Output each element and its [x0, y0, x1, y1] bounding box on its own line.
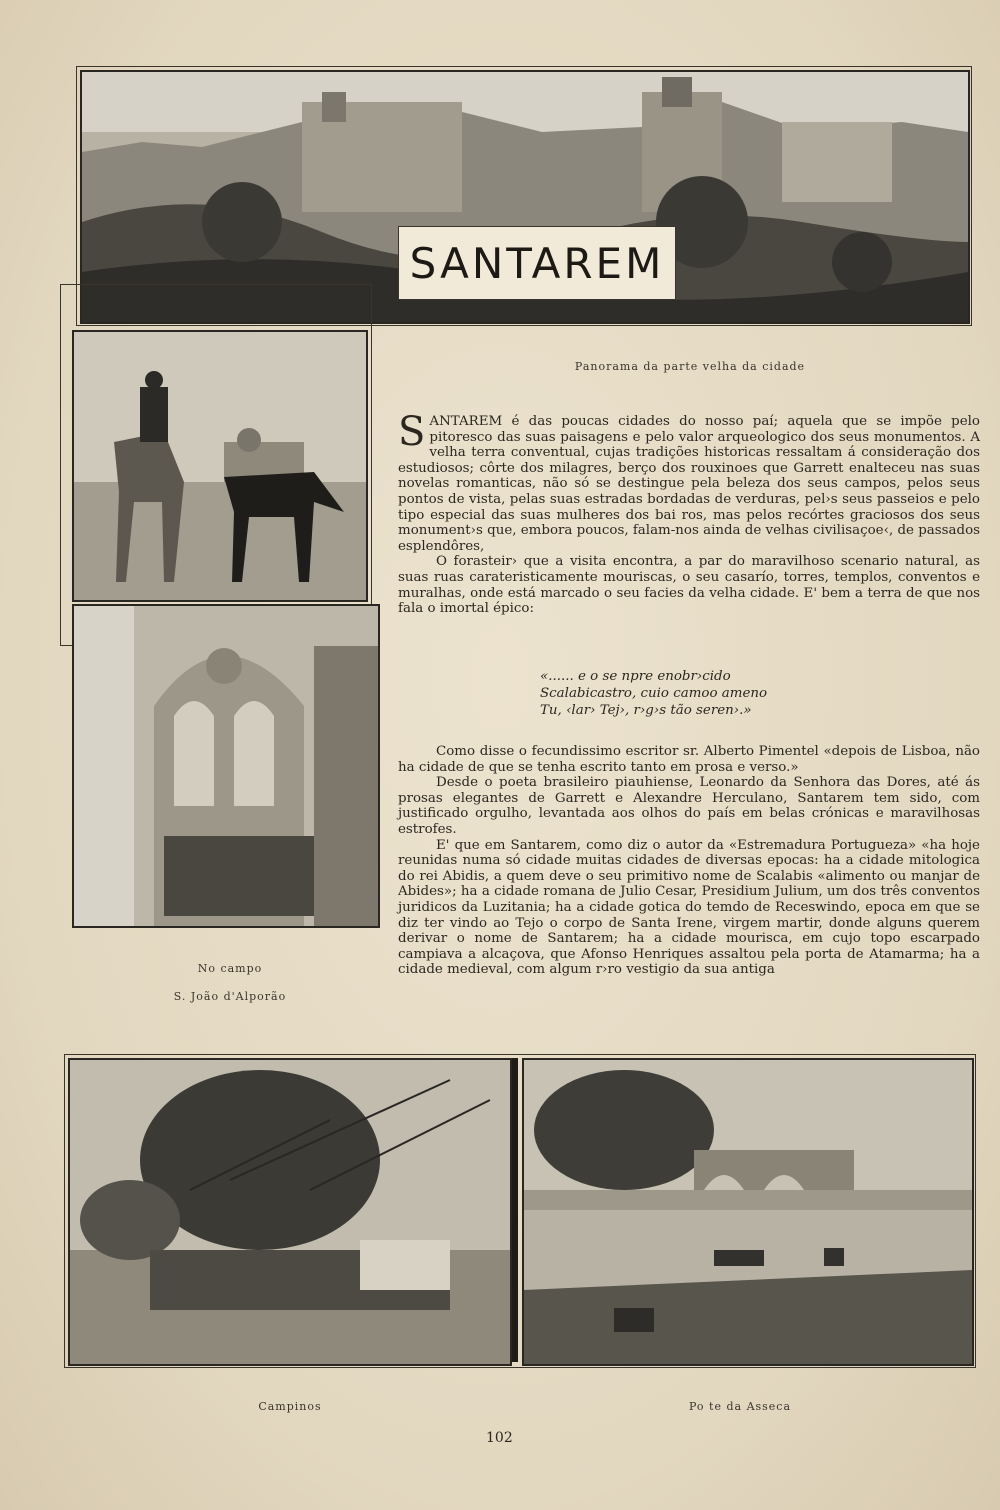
article-paragraph-4: Desde o poeta brasileiro piauhiense, Leonardo da Senhora das Dores, até ás prosas elegantes de Garrett e Alexandre Herculano, Santarem tem sido, com justificado orgulho, levantada aos olhos do país em belas crónicas e maravilhosas estrofes.: [398, 775, 980, 837]
article-paragraph-2: O forasteir› que a visita encontra, a par do maravilhoso scenario natural, as suas ruas carateristicamente mouriscas, o seu casarío, torres, templos, conventos e muralhas, onde está marcado o seu facies da velha cidade. E' bem a terra de que nos fala o imortal épico:: [398, 554, 980, 617]
caption-alporao: S. João d'Alporão: [173, 990, 287, 1003]
dropcap: S: [398, 409, 426, 455]
article-paragraph-3: Como disse o fecundissimo escritor sr. Alberto Pimentel «depois de Lisboa, não ha cidade de que se tenha escrito tanto em prosa e verso.»: [398, 744, 980, 775]
caption-no-campo: No campo: [197, 962, 263, 975]
caption-panorama: Panorama da parte velha da cidade: [574, 360, 806, 373]
article-title: SANTAREM: [398, 226, 676, 300]
article-body: [398, 409, 981, 617]
photo-divider: [512, 1058, 518, 1362]
no-campo-photo: [72, 330, 368, 602]
ponte-asseca-photo: [522, 1058, 974, 1366]
article-paragraph-1: SANTAREM é das poucas cidades do nosso paí; aquela que se impõe pelo pitoresco das suas paisagens e pelo valor arqueologico dos seus monumentos. A velha terra conventual, cujas tradições historicas ressaltam á consideração dos estudiosos; côrte dos milagres, berço dos rouxinoes que Garrett enalteceu nas suas novelas romanticas, não só se destingue pela beleza dos seus campos, pelos seus pontos de vista, pelas suas estradas bordadas de verduras, pel›s seus passeios e pelo tipo especial das suas mulheres dos bai ros, mas pelos recórtes graciosos dos seus monument›s que, embora poucos, falam-nos ainda de velhas civilisaçoe‹, de passados esplendôres,: [398, 409, 981, 554]
verse-quote: [540, 668, 860, 719]
article-paragraph-5: E' que em Santarem, como diz o autor da «Estremadura Portugueza» «ha hoje reunidas numa só cidade muitas cidades de diversas epocas: ha a cidade mitologica do rei Abidis, a quem deve o seu primitivo nome de Scalabis «alimento ou manjar de Abides»; ha a cidade romana de Julio Cesar, Presidium Julium, um dos três conventos juridicos da Luzitania; ha a cidade gotica do temdo de Receswindo, epoca em que se diz ter vindo ao Tejo o corpo de Santa Irene, virgem martir, donde alguns querem derivar o nome de Santarem; ha a cidade mourisca, em cujo topo escarpado campiava a alcaçova, que Afonso Henriques assaltou pela porta de Atamarma; ha a cidade medieval, com algum r›ro vestigio da sua antiga: [398, 837, 980, 978]
article-body-continued: [398, 744, 980, 978]
verse-line: «...... e o se npre enobr›cido: [540, 669, 731, 684]
verse-line: Scalabicastro, cuio camoo ameno: [540, 686, 768, 701]
alporao-photo: [72, 604, 380, 928]
campinos-photo: [68, 1058, 512, 1366]
caption-campinos: Campinos: [258, 1400, 322, 1413]
caption-ponte: Po te da Asseca: [688, 1400, 792, 1413]
verse-line: Tu, ‹lar› Tej›, r›g›s tão seren›.»: [540, 703, 752, 718]
page-number: 102: [486, 1430, 513, 1446]
